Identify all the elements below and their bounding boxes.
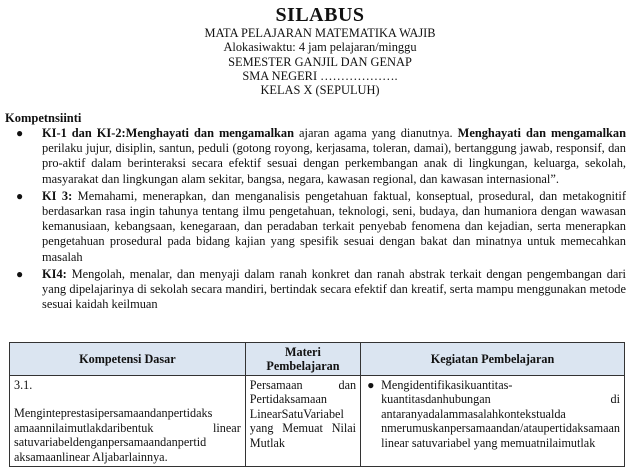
ki-item-1-2	[16, 126, 626, 187]
subject-line: MATA PELAJARAN MATEMATIKA WAJIB	[204, 26, 436, 40]
ki-text: Mengolah, menalar, dan menyaji dalam ranah konkret dan ranah abstrak terkait dengan pengembangan dari yang dipelajarinya di sekolah secara mandiri, bertindak secara efektif dan kreatif, serta mampu menggunakan metode sesuai kaidah keilmuan	[42, 266, 626, 312]
bullet-icon: ●	[367, 378, 375, 392]
column-header-kegiatan: Kegiatan Pembelajaran	[361, 343, 625, 376]
core-competence-list	[16, 126, 626, 314]
ki-label: KI 3:	[42, 188, 73, 203]
cell-kegiatan	[361, 376, 625, 467]
ki-label: KI4:	[42, 266, 67, 281]
ki-text: perilaku jujur, disiplin, santun, peduli (gotong royong, kerjasama, toleran, damai), bertanggung jawab, responsif, dan pro-aktif dalam berinteraksi secara efektif sesuai dengan perkembangan anak di lingkungan, keluarga, sekolah, masyarakat dan lingkungan alam sekitar, bangsa, negara, kawasan regional, dan kawasan internasional”.	[42, 141, 626, 186]
cell-materi: Persamaan dan Pertidaksamaan LinearSatuVariabel yang Memuat Nilai Mutlak	[245, 376, 360, 467]
column-header-materi: Materi Pembelajaran	[245, 343, 360, 376]
kd-number: 3.1.	[14, 378, 33, 392]
class-line: KELAS X (SEPULUH)	[260, 83, 380, 98]
ki-label: KI-1 dan KI-2:Menghayati dan mengamalkan	[42, 126, 295, 140]
bullet-icon: ●	[16, 188, 24, 203]
ki-text: ajaran agama yang dianutnya.	[294, 126, 458, 140]
semester-line: SEMESTER GANJIL DAN GENAP	[228, 54, 412, 69]
list-item	[365, 378, 620, 450]
school-line: SMA NEGERI ……………….	[242, 68, 398, 83]
ki-item-3	[16, 189, 626, 265]
kegiatan-text: Mengidentifikasikuantitas-kuantitasdanhubungan di antaranyadalammasalahkontekstualda nmerumuskanpersamaandan/ataupertidaksamaan linear satuvariabel yang memuatnilaimutlak	[381, 378, 620, 450]
cell-kompetensi-dasar	[10, 376, 246, 467]
document-header	[0, 4, 640, 97]
ki-text: Memahami, menerapkan, dan menganalisis pengetahuan faktual, konseptual, prosedural, dan metakognitif berdasarkan rasa ingin tahunya tentang ilmu pengetahuan, teknologi, seni, budaya, dan humaniora dengan wawasan kemanusiaan, kebangsaan, kenegaraan, dan peradaban terkait penyebab fenomena dan kejadian, serta menerapkan pengetahuan prosedural pada bidang kajian yang spesifik sesuai dengan bakat dan minatnya untuk memecahkan masalah	[42, 188, 626, 264]
ki-item-4	[16, 267, 626, 313]
bullet-icon: ●	[16, 266, 24, 281]
ki-emphasis: Menghayati dan mengamalkan	[457, 126, 626, 140]
time-allocation-line: Alokasiwaktu: 4 jam pelajaran/minggu	[223, 40, 417, 55]
column-header-kompetensi-dasar: Kompetensi Dasar	[10, 343, 246, 376]
table-header-row	[10, 343, 625, 376]
kd-text: Menginteprestasipersamaandanpertidaks amaannilaimutlakdaribentuk linear satuvariabeldenganpersamaandanpertid aksamaanlinear Aljabarlainnya.	[14, 406, 241, 464]
table-row	[10, 376, 625, 467]
competence-table	[9, 342, 625, 467]
document-title: SILABUS	[275, 4, 365, 26]
core-competence-heading: Kompetnsiinti	[5, 111, 82, 125]
bullet-icon: ●	[16, 126, 24, 140]
